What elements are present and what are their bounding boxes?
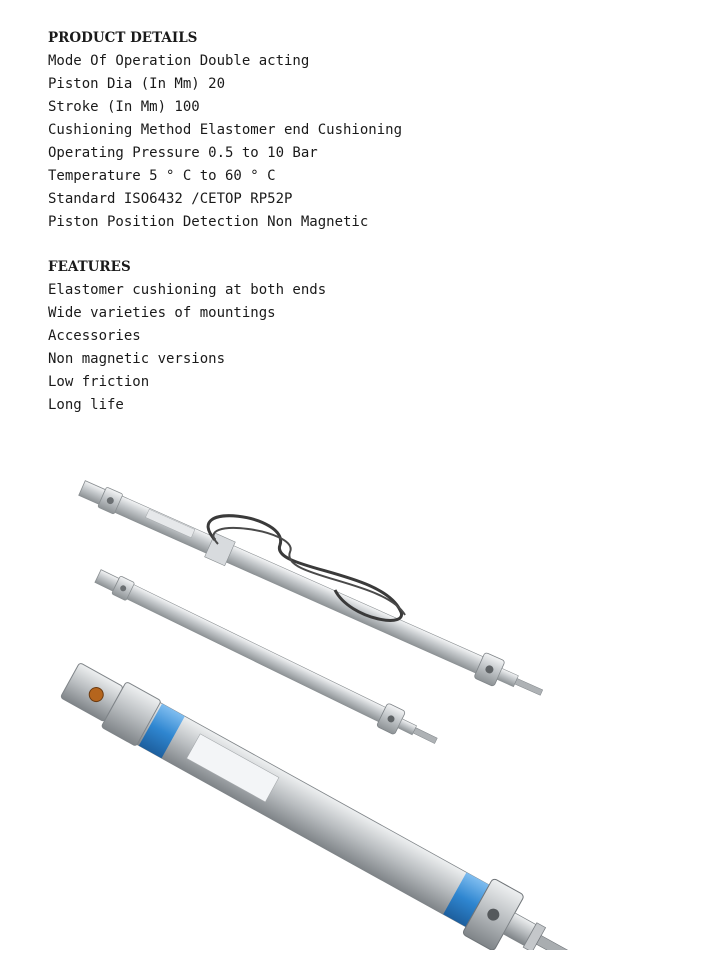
detail-line: Temperature 5 ° C to 60 ° C (48, 168, 276, 184)
detail-line: Standard ISO6432 /CETOP RP52P (48, 191, 293, 207)
detail-line: Cushioning Method Elastomer end Cushioning (48, 122, 403, 138)
pneumatic-cylinders-photo (50, 460, 650, 950)
detail-line: Piston Position Detection Non Magnetic (48, 214, 369, 230)
features-section (48, 256, 326, 417)
feature-item: Elastomer cushioning at both ends (48, 282, 327, 298)
cylinder-with-sensor (76, 475, 547, 705)
feature-item: Low friction (48, 374, 150, 390)
feature-item: Non magnetic versions (48, 351, 226, 367)
features-heading: FEATURES (48, 259, 131, 275)
detail-line: Stroke (In Mm) 100 (48, 99, 200, 115)
detail-line: Mode Of Operation Double acting (48, 53, 310, 69)
product-details-section (48, 27, 402, 234)
cylinder-labeled (54, 652, 589, 950)
product-details-heading: PRODUCT DETAILS (48, 30, 198, 46)
detail-line: Operating Pressure 0.5 to 10 Bar (48, 145, 318, 161)
detail-line: Piston Dia (In Mm) 20 (48, 76, 226, 92)
feature-item: Accessories (48, 328, 141, 344)
feature-item: Wide varieties of mountings (48, 305, 276, 321)
feature-item: Long life (48, 397, 124, 413)
